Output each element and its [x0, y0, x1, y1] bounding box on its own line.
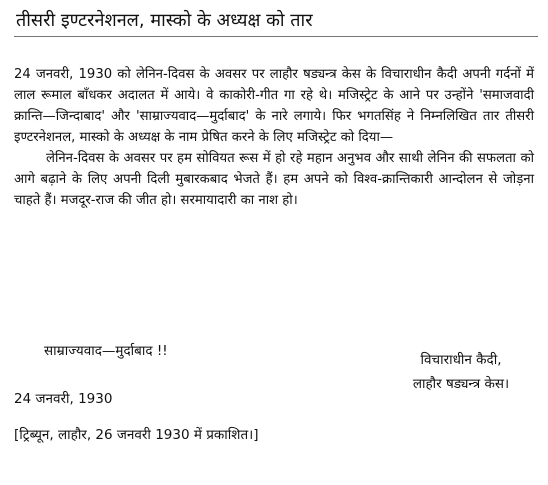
document-body — [14, 64, 534, 211]
source-note: [ट्रिब्यून, लाहौर, 26 जनवरी 1930 में प्रकाशित।] — [14, 427, 259, 443]
signature-line-2: लाहौर षड्यन्त्र केस। — [412, 376, 510, 392]
slogan: साम्राज्यवाद—मुर्दाबाद !! — [44, 343, 168, 359]
document-title: तीसरी इण्टरनेशनल, मास्को के अध्यक्ष को तार — [16, 10, 313, 31]
signature-line-1: विचाराधीन कैदी, — [420, 352, 502, 368]
document-date: 24 जनवरी, 1930 — [14, 391, 113, 407]
paragraph-intro: 24 जनवरी, 1930 को लेनिन-दिवस के अवसर पर लाहौर षड्यन्त्र केस के विचाराधीन कैदी अपनी गर्दनों में लाल रूमाल बाँधकर अदालत में आये। वे काकोरी-गीत गा रहे थे। मजिस्ट्रेट के आने पर उन्होंने 'समाजवादी क्रान्ति—जिन्दाबाद' और 'साम्राज्यवाद—मुर्दाबाद' के नारे लगाये। फिर भगतसिंह ने निम्नलिखित तार तीसरी इण्टरनेशनल, मास्को के अध्यक्ष के नाम प्रेषित करने के लिए मजिस्ट्रेट को दिया— — [14, 67, 534, 145]
title-divider — [14, 36, 538, 37]
paragraph-telegram: लेनिन-दिवस के अवसर पर हम सोवियत रूस में हो रहे महान अनुभव और साथी लेनिन की सफलता को आगे बढ़ाने के लिए अपनी दिली मुबारकबाद भेजते हैं। हम अपने को विश्व-क्रान्तिकारी आन्दोलन से जोड़ना चाहते हैं। मजदूर-राज की जीत हो। सरमायादारी का नाश हो। — [14, 151, 534, 208]
